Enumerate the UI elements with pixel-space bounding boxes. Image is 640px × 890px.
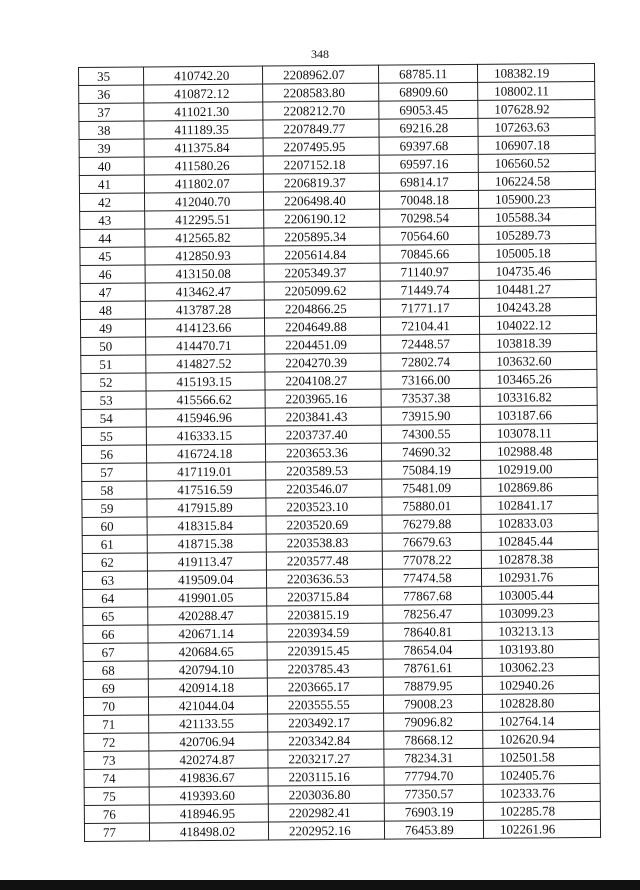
value-d-cell: 107628.92 [478, 99, 595, 118]
point-number-cell: 51 [81, 355, 146, 374]
x-coordinate-cell: 420914.18 [148, 678, 267, 697]
value-d-cell: 102333.76 [483, 783, 600, 802]
x-coordinate-cell: 419836.67 [149, 768, 268, 787]
x-coordinate-cell: 418498.02 [149, 822, 268, 841]
y-coordinate-cell: 2204451.09 [265, 335, 381, 354]
value-c-cell: 71771.17 [380, 298, 479, 317]
value-c-cell: 69397.68 [379, 136, 478, 155]
point-number-cell: 40 [79, 157, 144, 176]
value-c-cell: 73915.90 [381, 406, 480, 425]
point-number-cell: 76 [84, 805, 149, 824]
point-number-cell: 61 [82, 535, 147, 554]
x-coordinate-cell: 420671.14 [148, 624, 267, 643]
value-d-cell: 108002.11 [478, 81, 595, 100]
value-c-cell: 77794.70 [384, 766, 483, 785]
y-coordinate-cell: 2207152.18 [263, 155, 379, 174]
value-d-cell: 106907.18 [478, 135, 595, 154]
x-coordinate-cell: 418946.95 [149, 804, 268, 823]
value-c-cell: 75481.09 [382, 478, 481, 497]
value-d-cell: 103465.26 [480, 369, 597, 388]
point-number-cell: 35 [79, 67, 144, 86]
x-coordinate-cell: 413787.28 [145, 300, 264, 319]
point-number-cell: 57 [82, 463, 147, 482]
value-d-cell: 104022.12 [479, 315, 596, 334]
x-coordinate-cell: 414123.66 [145, 318, 264, 337]
y-coordinate-cell: 2205349.37 [264, 263, 380, 282]
point-number-cell: 67 [83, 643, 148, 662]
value-c-cell: 77350.57 [384, 784, 483, 803]
y-coordinate-cell: 2203492.17 [268, 713, 384, 732]
value-c-cell: 68909.60 [379, 82, 478, 101]
x-coordinate-cell: 421133.55 [149, 714, 268, 733]
y-coordinate-cell: 2202982.41 [268, 803, 384, 822]
point-number-cell: 77 [84, 823, 149, 842]
value-d-cell: 103818.39 [480, 333, 597, 352]
point-number-cell: 38 [79, 121, 144, 140]
y-coordinate-cell: 2203815.19 [267, 605, 383, 624]
point-number-cell: 75 [84, 787, 149, 806]
x-coordinate-cell: 411375.84 [144, 138, 263, 157]
value-d-cell: 102845.44 [481, 531, 598, 550]
point-number-cell: 73 [84, 751, 149, 770]
x-coordinate-cell: 417119.01 [147, 462, 266, 481]
page-number: 348 [311, 47, 329, 61]
value-c-cell: 70564.60 [380, 226, 479, 245]
y-coordinate-cell: 2203589.53 [266, 461, 382, 480]
value-d-cell: 102919.00 [481, 459, 598, 478]
value-c-cell: 78234.31 [384, 748, 483, 767]
value-d-cell: 105289.73 [479, 225, 596, 244]
point-number-cell: 37 [79, 103, 144, 122]
point-number-cell: 68 [83, 661, 148, 680]
value-c-cell: 77867.68 [383, 586, 482, 605]
value-c-cell: 75084.19 [382, 460, 481, 479]
value-d-cell: 108382.19 [477, 63, 594, 82]
value-d-cell: 104481.27 [479, 279, 596, 298]
x-coordinate-cell: 419113.47 [147, 552, 266, 571]
y-coordinate-cell: 2208962.07 [262, 65, 378, 84]
value-c-cell: 77078.22 [382, 550, 481, 569]
point-number-cell: 63 [82, 571, 147, 590]
point-number-cell: 66 [83, 625, 148, 644]
value-d-cell: 103632.60 [480, 351, 597, 370]
value-c-cell: 72802.74 [381, 352, 480, 371]
point-number-cell: 49 [80, 319, 145, 338]
value-c-cell: 69814.17 [379, 172, 478, 191]
y-coordinate-cell: 2203653.36 [265, 443, 381, 462]
value-d-cell: 106560.52 [478, 153, 595, 172]
y-coordinate-cell: 2206498.40 [263, 191, 379, 210]
point-number-cell: 43 [80, 211, 145, 230]
table-body [79, 63, 601, 841]
point-number-cell: 45 [80, 247, 145, 266]
x-coordinate-cell: 419393.60 [149, 786, 268, 805]
table-row [84, 819, 600, 841]
point-number-cell: 59 [82, 499, 147, 518]
point-number-cell: 71 [84, 715, 149, 734]
value-c-cell: 79008.23 [383, 694, 482, 713]
y-coordinate-cell: 2203965.16 [265, 389, 381, 408]
value-d-cell: 102405.76 [483, 765, 600, 784]
value-c-cell: 75880.01 [382, 496, 481, 515]
point-number-cell: 47 [80, 283, 145, 302]
value-c-cell: 70048.18 [379, 190, 478, 209]
y-coordinate-cell: 2203546.07 [266, 479, 382, 498]
x-coordinate-cell: 420706.94 [149, 732, 268, 751]
y-coordinate-cell: 2206190.12 [264, 209, 380, 228]
x-coordinate-cell: 421044.04 [148, 696, 267, 715]
x-coordinate-cell: 415566.62 [146, 390, 265, 409]
point-number-cell: 54 [81, 409, 146, 428]
x-coordinate-cell: 419901.05 [148, 588, 267, 607]
value-d-cell: 102764.14 [483, 711, 600, 730]
value-d-cell: 103213.13 [482, 621, 599, 640]
value-d-cell: 105900.23 [478, 189, 595, 208]
value-d-cell: 102869.86 [481, 477, 598, 496]
y-coordinate-cell: 2203934.59 [267, 623, 383, 642]
value-c-cell: 69053.45 [379, 100, 478, 119]
value-c-cell: 78256.47 [383, 604, 482, 623]
value-d-cell: 104243.28 [479, 297, 596, 316]
point-number-cell: 74 [84, 769, 149, 788]
point-number-cell: 53 [81, 391, 146, 410]
point-number-cell: 62 [82, 553, 147, 572]
value-d-cell: 102833.03 [481, 513, 598, 532]
value-c-cell: 74690.32 [381, 442, 480, 461]
x-coordinate-cell: 415946.96 [146, 408, 265, 427]
value-c-cell: 71140.97 [380, 262, 479, 281]
value-d-cell: 103099.23 [482, 603, 599, 622]
x-coordinate-cell: 411580.26 [144, 156, 263, 175]
value-d-cell: 103187.66 [480, 405, 597, 424]
point-number-cell: 39 [79, 139, 144, 158]
point-number-cell: 52 [81, 373, 146, 392]
value-d-cell: 105005.18 [479, 243, 596, 262]
value-d-cell: 106224.58 [478, 171, 595, 190]
value-d-cell: 102261.96 [483, 819, 600, 838]
value-c-cell: 78654.04 [383, 640, 482, 659]
point-number-cell: 44 [80, 229, 145, 248]
y-coordinate-cell: 2203523.10 [266, 497, 382, 516]
y-coordinate-cell: 2203520.69 [266, 515, 382, 534]
y-coordinate-cell: 2203036.80 [268, 785, 384, 804]
x-coordinate-cell: 418715.38 [147, 534, 266, 553]
x-coordinate-cell: 420274.87 [149, 750, 268, 769]
y-coordinate-cell: 2207495.95 [263, 137, 379, 156]
value-c-cell: 71449.74 [380, 280, 479, 299]
y-coordinate-cell: 2203115.16 [268, 767, 384, 786]
x-coordinate-cell: 420288.47 [148, 606, 267, 625]
x-coordinate-cell: 413462.47 [145, 282, 264, 301]
value-c-cell: 69216.28 [379, 118, 478, 137]
y-coordinate-cell: 2205099.62 [264, 281, 380, 300]
y-coordinate-cell: 2204108.27 [265, 371, 381, 390]
point-number-cell: 36 [79, 85, 144, 104]
value-d-cell: 105588.34 [479, 207, 596, 226]
point-number-cell: 64 [83, 589, 148, 608]
x-coordinate-cell: 417915.89 [147, 498, 266, 517]
y-coordinate-cell: 2204649.88 [264, 317, 380, 336]
value-d-cell: 103005.44 [482, 585, 599, 604]
y-coordinate-cell: 2205895.34 [264, 227, 380, 246]
y-coordinate-cell: 2207849.77 [263, 119, 379, 138]
value-d-cell: 102620.94 [483, 729, 600, 748]
y-coordinate-cell: 2208212.70 [263, 101, 379, 120]
value-d-cell: 103062.23 [482, 657, 599, 676]
point-number-cell: 48 [80, 301, 145, 320]
value-c-cell: 76903.19 [384, 802, 483, 821]
x-coordinate-cell: 413150.08 [145, 264, 264, 283]
x-coordinate-cell: 419509.04 [147, 570, 266, 589]
value-d-cell: 103078.11 [480, 423, 597, 442]
x-coordinate-cell: 415193.15 [146, 372, 265, 391]
scan-edge-shadow [0, 880, 640, 890]
x-coordinate-cell: 411802.07 [144, 174, 263, 193]
y-coordinate-cell: 2203577.48 [266, 551, 382, 570]
value-d-cell: 102841.17 [481, 495, 598, 514]
value-c-cell: 69597.16 [379, 154, 478, 173]
value-d-cell: 103193.80 [482, 639, 599, 658]
x-coordinate-cell: 411189.35 [144, 120, 263, 139]
value-c-cell: 78879.95 [383, 676, 482, 695]
value-c-cell: 78640.81 [383, 622, 482, 641]
y-coordinate-cell: 2203915.45 [267, 641, 383, 660]
value-d-cell: 102940.26 [482, 675, 599, 694]
x-coordinate-cell: 416724.18 [146, 444, 265, 463]
x-coordinate-cell: 417516.59 [147, 480, 266, 499]
value-c-cell: 70845.66 [380, 244, 479, 263]
x-coordinate-cell: 414470.71 [146, 336, 265, 355]
value-d-cell: 104735.46 [479, 261, 596, 280]
y-coordinate-cell: 2204270.39 [265, 353, 381, 372]
y-coordinate-cell: 2203636.53 [266, 569, 382, 588]
value-c-cell: 78761.61 [383, 658, 482, 677]
y-coordinate-cell: 2203737.40 [265, 425, 381, 444]
y-coordinate-cell: 2202952.16 [268, 821, 384, 840]
y-coordinate-cell: 2204866.25 [264, 299, 380, 318]
x-coordinate-cell: 410872.12 [144, 84, 263, 103]
value-c-cell: 72448.57 [381, 334, 480, 353]
x-coordinate-cell: 420684.65 [148, 642, 267, 661]
x-coordinate-cell: 410742.20 [144, 66, 263, 85]
y-coordinate-cell: 2203538.83 [266, 533, 382, 552]
value-d-cell: 102931.76 [481, 567, 598, 586]
point-number-cell: 42 [79, 193, 144, 212]
value-c-cell: 79096.82 [384, 712, 483, 731]
value-c-cell: 70298.54 [380, 208, 479, 227]
x-coordinate-cell: 416333.15 [146, 426, 265, 445]
value-d-cell: 102285.78 [483, 801, 600, 820]
y-coordinate-cell: 2203217.27 [268, 749, 384, 768]
x-coordinate-cell: 418315.84 [147, 516, 266, 535]
x-coordinate-cell: 414827.52 [146, 354, 265, 373]
y-coordinate-cell: 2203342.84 [268, 731, 384, 750]
point-number-cell: 70 [83, 697, 148, 716]
value-c-cell: 77474.58 [382, 568, 481, 587]
point-number-cell: 46 [80, 265, 145, 284]
y-coordinate-cell: 2206819.37 [263, 173, 379, 192]
point-number-cell: 69 [83, 679, 148, 698]
point-number-cell: 50 [81, 337, 146, 356]
x-coordinate-cell: 412850.93 [145, 246, 264, 265]
point-number-cell: 56 [81, 445, 146, 464]
value-c-cell: 78668.12 [384, 730, 483, 749]
y-coordinate-cell: 2208583.80 [263, 83, 379, 102]
value-c-cell: 72104.41 [380, 316, 479, 335]
value-d-cell: 102501.58 [483, 747, 600, 766]
y-coordinate-cell: 2203555.55 [267, 695, 383, 714]
point-number-cell: 41 [79, 175, 144, 194]
value-c-cell: 73166.00 [381, 370, 480, 389]
value-c-cell: 73537.38 [381, 388, 480, 407]
point-number-cell: 72 [84, 733, 149, 752]
value-d-cell: 103316.82 [480, 387, 597, 406]
point-number-cell: 60 [82, 517, 147, 536]
point-number-cell: 65 [83, 607, 148, 626]
value-c-cell: 76453.89 [384, 820, 483, 839]
point-number-cell: 55 [81, 427, 146, 446]
point-number-cell: 58 [82, 481, 147, 500]
value-c-cell: 76279.88 [382, 514, 481, 533]
y-coordinate-cell: 2203785.43 [267, 659, 383, 678]
value-d-cell: 102988.48 [480, 441, 597, 460]
y-coordinate-cell: 2203665.17 [267, 677, 383, 696]
x-coordinate-cell: 420794.10 [148, 660, 267, 679]
value-c-cell: 76679.63 [382, 532, 481, 551]
x-coordinate-cell: 412565.82 [145, 228, 264, 247]
y-coordinate-cell: 2203841.43 [265, 407, 381, 426]
x-coordinate-cell: 412295.51 [145, 210, 264, 229]
value-d-cell: 102878.38 [481, 549, 598, 568]
coordinates-table [78, 63, 601, 842]
coordinates-table-container [78, 63, 600, 840]
x-coordinate-cell: 411021.30 [144, 102, 263, 121]
y-coordinate-cell: 2205614.84 [264, 245, 380, 264]
value-c-cell: 68785.11 [378, 64, 477, 83]
value-c-cell: 74300.55 [381, 424, 480, 443]
value-d-cell: 102828.80 [482, 693, 599, 712]
x-coordinate-cell: 412040.70 [144, 192, 263, 211]
value-d-cell: 107263.63 [478, 117, 595, 136]
y-coordinate-cell: 2203715.84 [267, 587, 383, 606]
